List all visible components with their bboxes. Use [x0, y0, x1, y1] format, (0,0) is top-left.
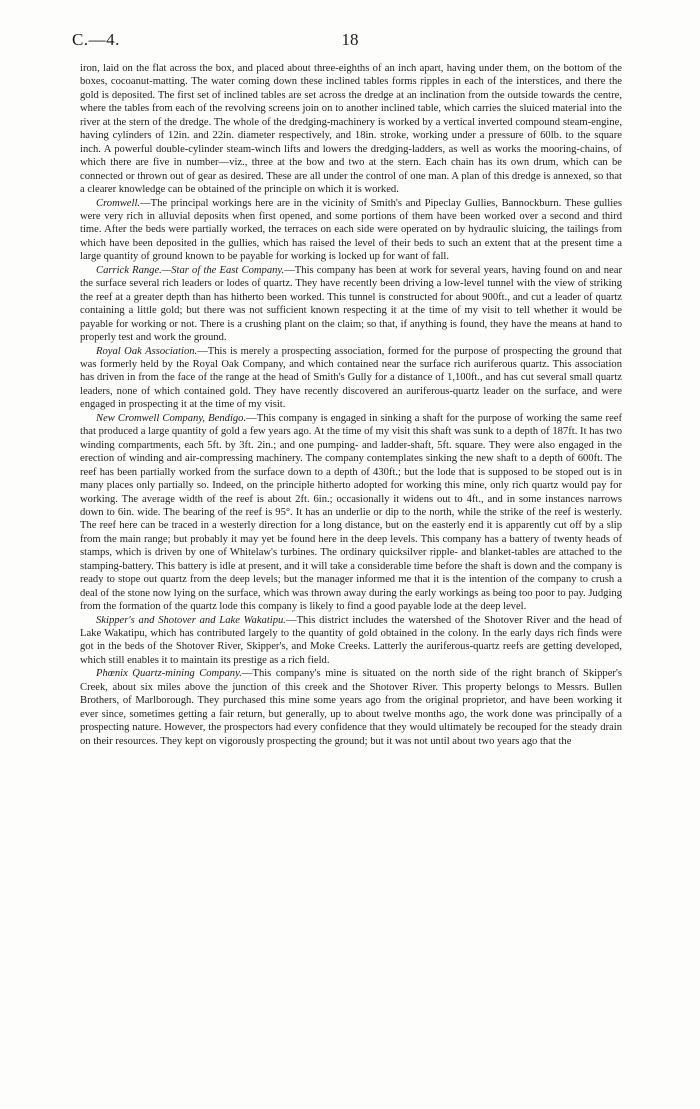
paragraph-text: —This company has been at work for several years, having found on and near the surface several rich leaders or lodes of quartz. They have recently been driving a low-level tunnel with the view of striking the reef at a greater depth than has hitherto been worked. This tunnel is constructed for about 900ft., and cut a leader of quartz containing a little gold; but there was not sufficient known respecting it at the time of my visit to tell whether it would be payable for working or not. There is a crushing plant on the claim; so that, if anything is found, they have the means at hand to properly test and work the ground. — [80, 264, 622, 344]
paragraph-new-cromwell — [80, 412, 622, 614]
paragraph-heading: Phœnix Quartz-mining Company. — [96, 668, 242, 680]
paragraph-text: —The principal workings here are in the vicinity of Smith's and Pipeclay Gullies, Bannockburn. These gullies were very rich in alluvial deposits when first opened, and some portions of them have been worked over a second and third time. After the beds were partially worked, the terraces on each side were operated on by hydraulic sluicing, the tailings from which have been deposited in the gullies, which has raised the level of their beds to such an extent that at the present time a large quantity of ground known to be payable for working is locked up for want of fall. — [80, 197, 622, 263]
body-text — [80, 62, 622, 748]
page-number: 18 — [341, 30, 359, 49]
paragraph-text: —This company's mine is situated on the north side of the right branch of Skipper's Creek, about six miles above the junction of this creek and the Shotover River. This property belongs to Messrs. Bullen Brothers, of Marlborough. They purchased this mine some years ago from the original proprietor, and have been working it ever since, sometimes getting a fair return, but generally, up to about twelve months ago, the work done was principally of a prospecting nature. However, the prospectors had every confidence that they would ultimately be recouped for the steady drain on their resources. They kept on vigorously prospecting the ground; but it was not until about two years ago that the — [80, 668, 622, 747]
paragraph-cromwell — [80, 197, 622, 264]
paragraph-text: iron, laid on the flat across the box, and placed about three-eighths of an inch apart, having under them, on the bottom of the boxes, cocoanut-matting. The water coming down these inclined tables forms ripples in each of the interstices, and there the gold is deposited. The first set of inclined tables are set across the dredge at an inclination from the outside towards the centre, where the tables from each of the revolving screens join on to another inclined table, which carries the sluiced material into the river at the stern of the dredge. The whole of the dredging-machinery is worked by a vertical inverted compound steam-engine, having cylinders of 12in. and 22in. diameter respectively, and 18in. stroke, working under a pressure of 60lb. to the square inch. A powerful double-cylinder steam-winch lifts and lowers the dredging-ladders, as well as works the mooring-chains, of which there are five in number—viz., three at the bow and two at the stern. Each chain has its own drum, which can be connected or thrown out of gear as desired. These are all under the control of one man. A plan of this dredge is annexed, so that a clearer knowledge can be obtained of the principle on which it is worked. — [80, 63, 622, 196]
paragraph-phoenix — [80, 667, 622, 748]
document-reference: C.—4. — [72, 30, 120, 49]
paragraph-text: —This company is engaged in sinking a shaft for the purpose of working the same reef that produced a large quantity of gold a few years ago. At the time of my visit this shaft was sunk to a depth of 187ft. It has two winding compartments, each 5ft. by 3ft. 2in.; and one pumping- and ladder-shaft, 5ft. square. They were also engaged in the erection of winding and air-compressing machinery. The company contemplates sinking the new shaft to a depth of 600ft. The reef has been partially worked from the surface down to a depth of 430ft.; but the lode that is supposed to be stoped out is in many places only partially so. Indeed, on the principle hitherto adopted for working this mine, only rich quartz would pay for working. The average width of the reef is about 2ft. 6in.; occasionally it widens out to 4ft., and in some instances narrows down to 6in. wide. The bearing of the reef is 95°. It has an underlie or dip to the north, while the strike of the reef is westerly. The reef here can be traced in a westerly direction for a long distance, but on the easterly end it is apparently cut off by a slip from the main range; but probably it may yet be found here in the deep levels. This company has a battery of twenty heads of stamps, which is driven by one of Whitelaw's turbines. The ordinary quicksilver ripple- and blanket-tables are attached to the stamping-battery. This battery is idle at present, and it will take a considerable time before the shaft is down and the company is ready to stope out quartz from the deep levels; but the manager informed me that it is the intention of the company to crush a deal of the stone now lying on the surface, which was thrown away during the early workings as being too poor to pay. Judging from the formation of the quartz lode this company is likely to find a good payable lode at the deep level. — [80, 412, 622, 613]
page-header — [72, 30, 628, 54]
paragraph-heading: New Cromwell Company, Bendigo. — [96, 412, 247, 424]
paragraph-heading: Skipper's and Shotover and Lake Wakatipu. — [96, 614, 286, 626]
paragraph-skippers-shotover — [80, 614, 622, 668]
paragraph-carrick-range — [80, 264, 622, 345]
paragraph-dredge-description — [80, 62, 622, 197]
paragraph-heading: Carrick Range.—Star of the East Company. — [96, 264, 285, 276]
paragraph-heading: Cromwell. — [96, 197, 141, 209]
paragraph-text: —This district includes the watershed of the Shotover River and the head of Lake Wakatipu, which has contributed largely to the quantity of gold obtained in the colony. In the early days rich finds were got in the beds of the Shotover River, Skipper's, and Moke Creeks. Latterly the auriferous-quartz reefs are getting developed, which still enables it to maintain its prestige as a rich field. — [80, 614, 622, 666]
paragraph-text: —This is merely a prospecting association, formed for the purpose of prospecting the ground that was formerly held by the Royal Oak Company, and which contained near the surface rich auriferous quartz. This association has driven in from the face of the range at the head of Smith's Gully for a distance of 1,100ft., and has cut several small quartz leaders, none of which contained gold. They have recently discovered an auriferous-quartz leader on the surface, and were engaged in prospecting it at the time of my visit. — [80, 345, 622, 411]
paragraph-royal-oak — [80, 345, 622, 412]
paragraph-heading: Royal Oak Association. — [96, 345, 198, 357]
